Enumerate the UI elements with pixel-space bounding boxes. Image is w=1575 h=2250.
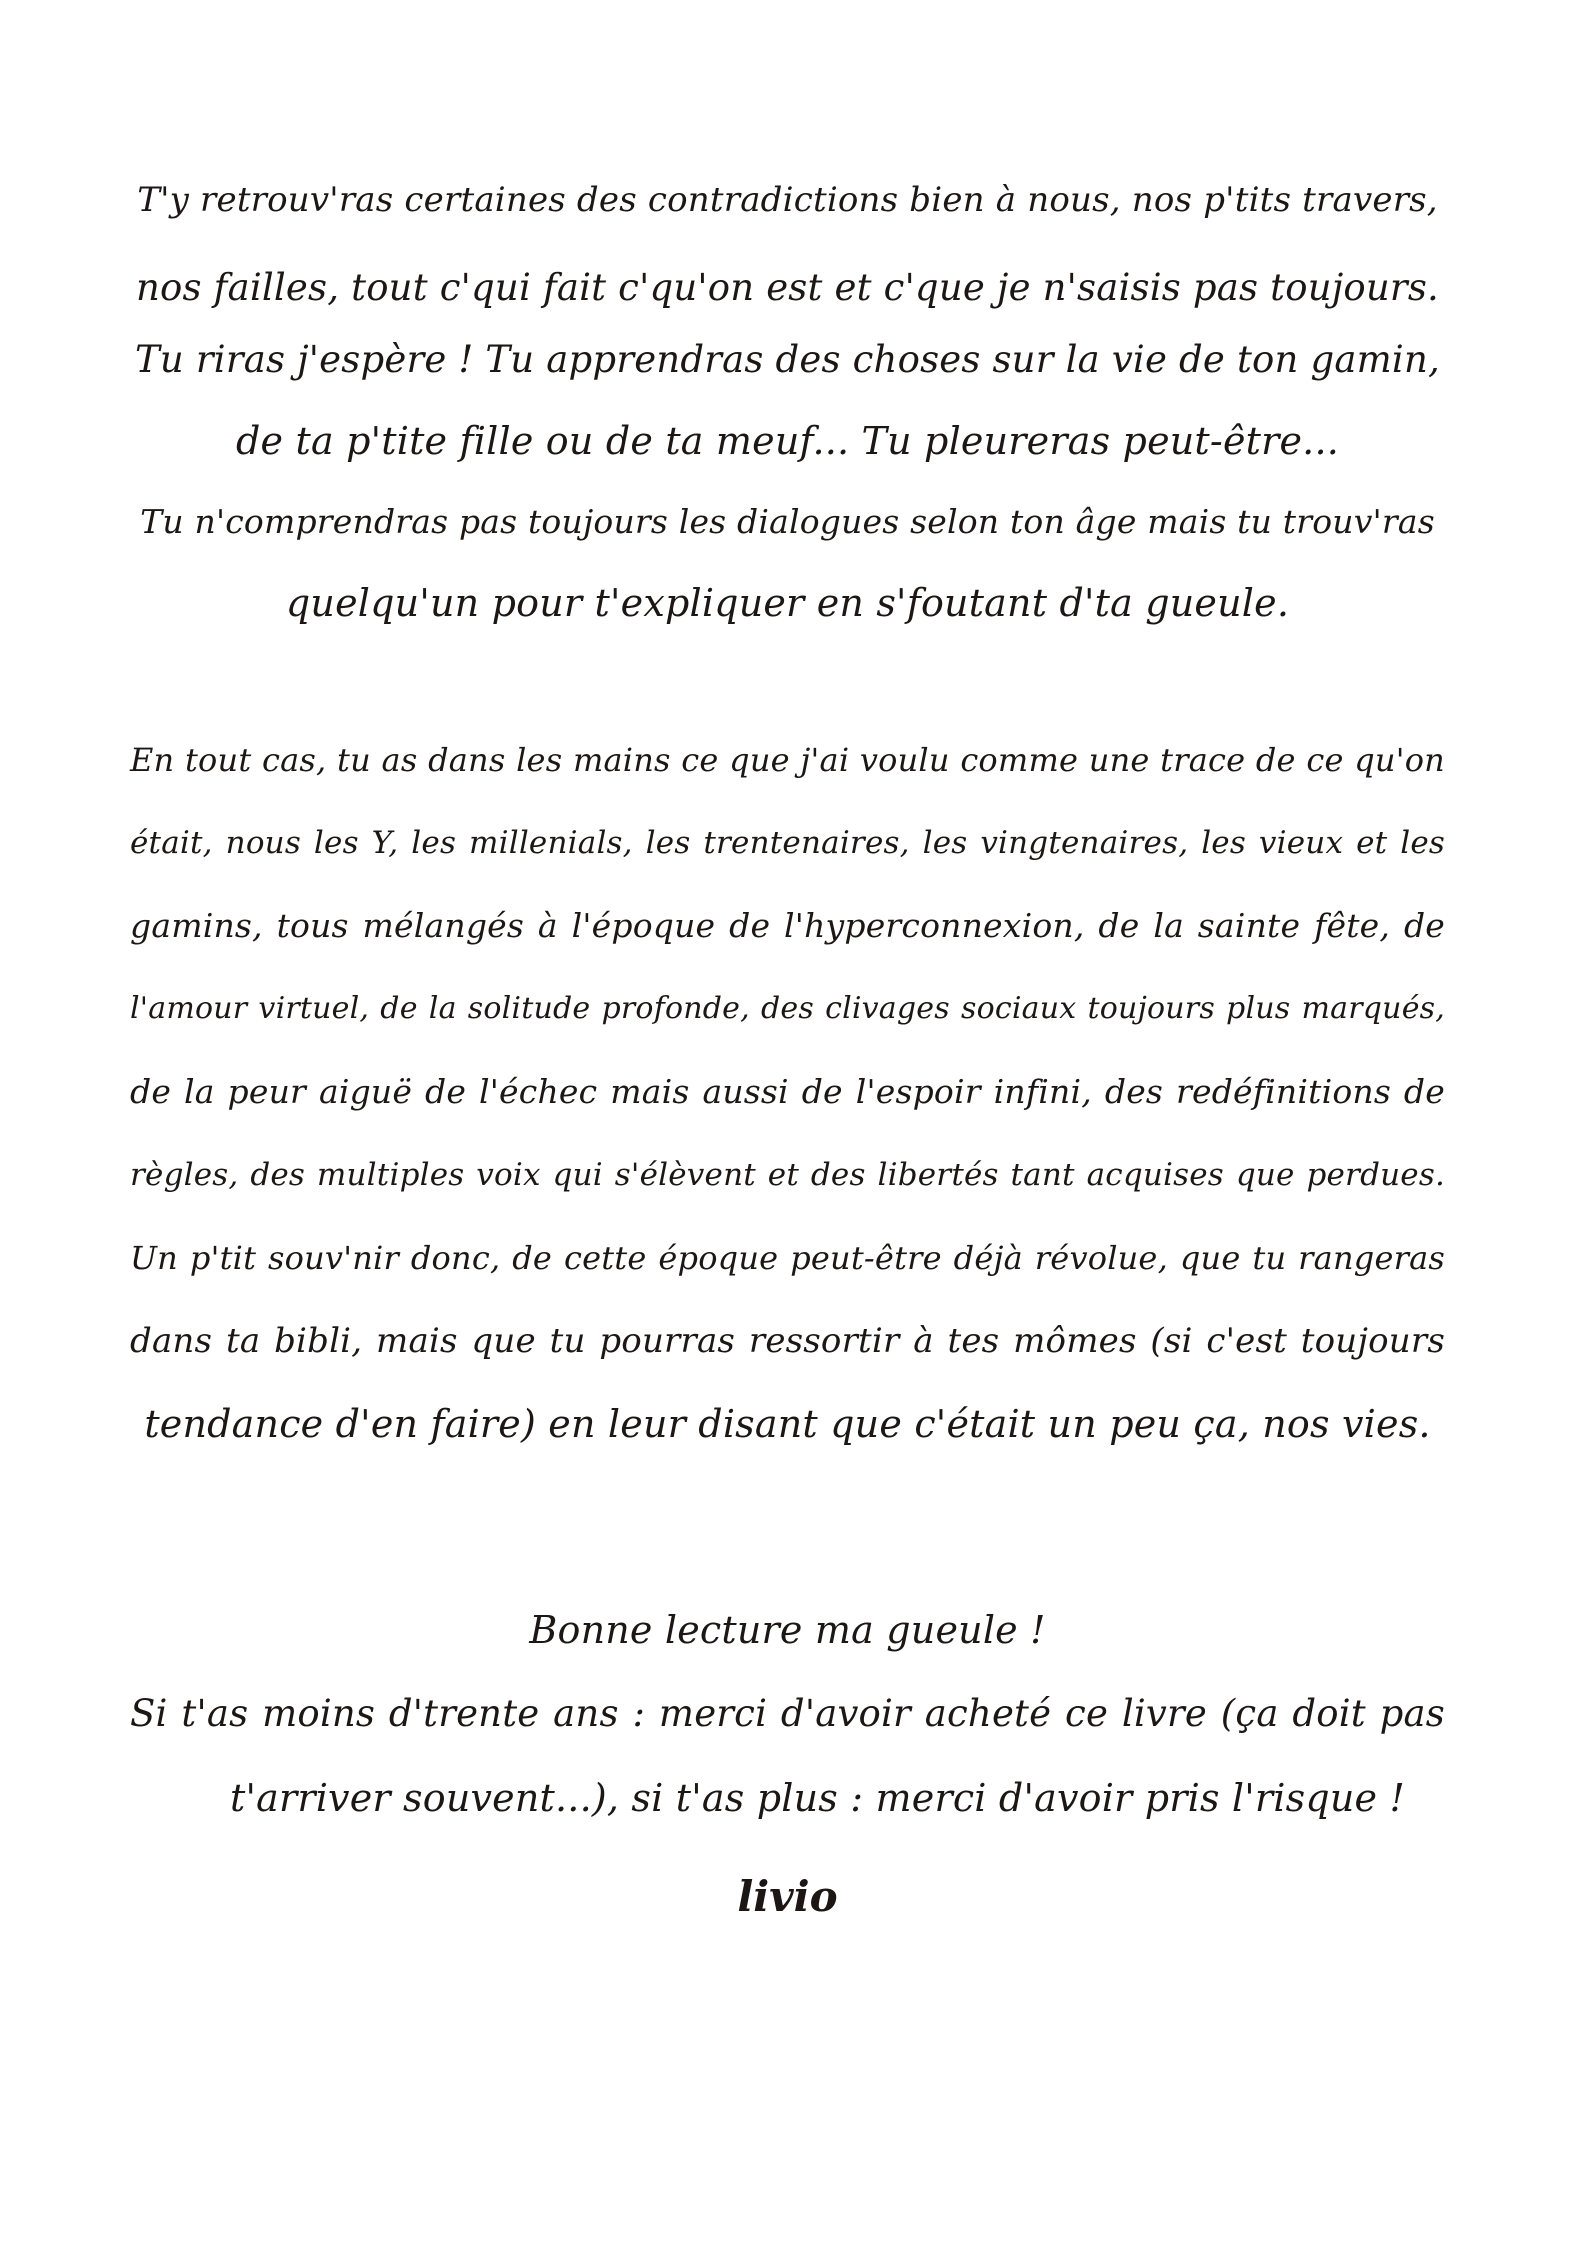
text-line: de ta p'tite fille ou de ta meuf... Tu pleureras peut-être... [235, 419, 1339, 463]
text-line: Tu riras j'espère ! Tu apprendras des choses sur la vie de ton gamin, [135, 338, 1440, 381]
paragraph-trace-of-era [130, 740, 1445, 1487]
text-line: tendance d'en faire) en leur disant que c'était un peu ça, nos vies. [144, 1402, 1431, 1446]
paragraph-contradictions [130, 180, 1445, 356]
text-line: Un p'tit souv'nir donc, de cette époque peut-être déjà révolue, que tu rangeras [130, 1239, 1445, 1277]
text-line: quelqu'un pour t'expliquer en s'foutant d'ta gueule. [285, 581, 1290, 625]
paragraph-closing [130, 1610, 1445, 1862]
text-line: nos failles, tout c'qui fait c'qu'on est et c'que je n'saisis pas toujours. [136, 266, 1439, 309]
text-line: Bonne lecture ma gueule ! [529, 1608, 1046, 1652]
text-line: En tout cas, tu as dans les mains ce que j'ai voulu comme une trace de ce qu'on [130, 741, 1445, 779]
text-line: était, nous les Y, les millenials, les trentenaires, les vingtenaires, les vieux et les [130, 825, 1445, 861]
text-line: gamins, tous mélangés à l'époque de l'hyperconnexion, de la sainte fête, de [130, 906, 1445, 945]
text-line: t'arriver souvent...), si t'as plus : merci d'avoir pris l'risque ! [230, 1776, 1405, 1820]
text-line: Si t'as moins d'trente ans : merci d'avoir acheté ce livre (ça doit pas [130, 1692, 1445, 1735]
signature: livio [737, 1872, 838, 1921]
text-line: dans ta bibli, mais que tu pourras ressortir à tes mômes (si c'est toujours [130, 1321, 1445, 1361]
text-line: T'y retrouv'ras certaines des contradictions bien à nous, nos p'tits travers, [137, 180, 1438, 220]
text-line: règles, des multiples voix qui s'élèvent et des libertés tant acquises que perdues. [130, 1157, 1445, 1193]
text-line: de la peur aiguë de l'échec mais aussi de l'espoir infini, des redéfinitions de [130, 1072, 1445, 1111]
text-line: Tu n'comprendras pas toujours les dialogues selon ton âge mais tu trouv'ras [140, 502, 1435, 541]
paragraph-reactions [130, 340, 1445, 664]
text-line: l'amour virtuel, de la solitude profonde, des clivages sociaux toujours plus marqués, [130, 991, 1445, 1026]
